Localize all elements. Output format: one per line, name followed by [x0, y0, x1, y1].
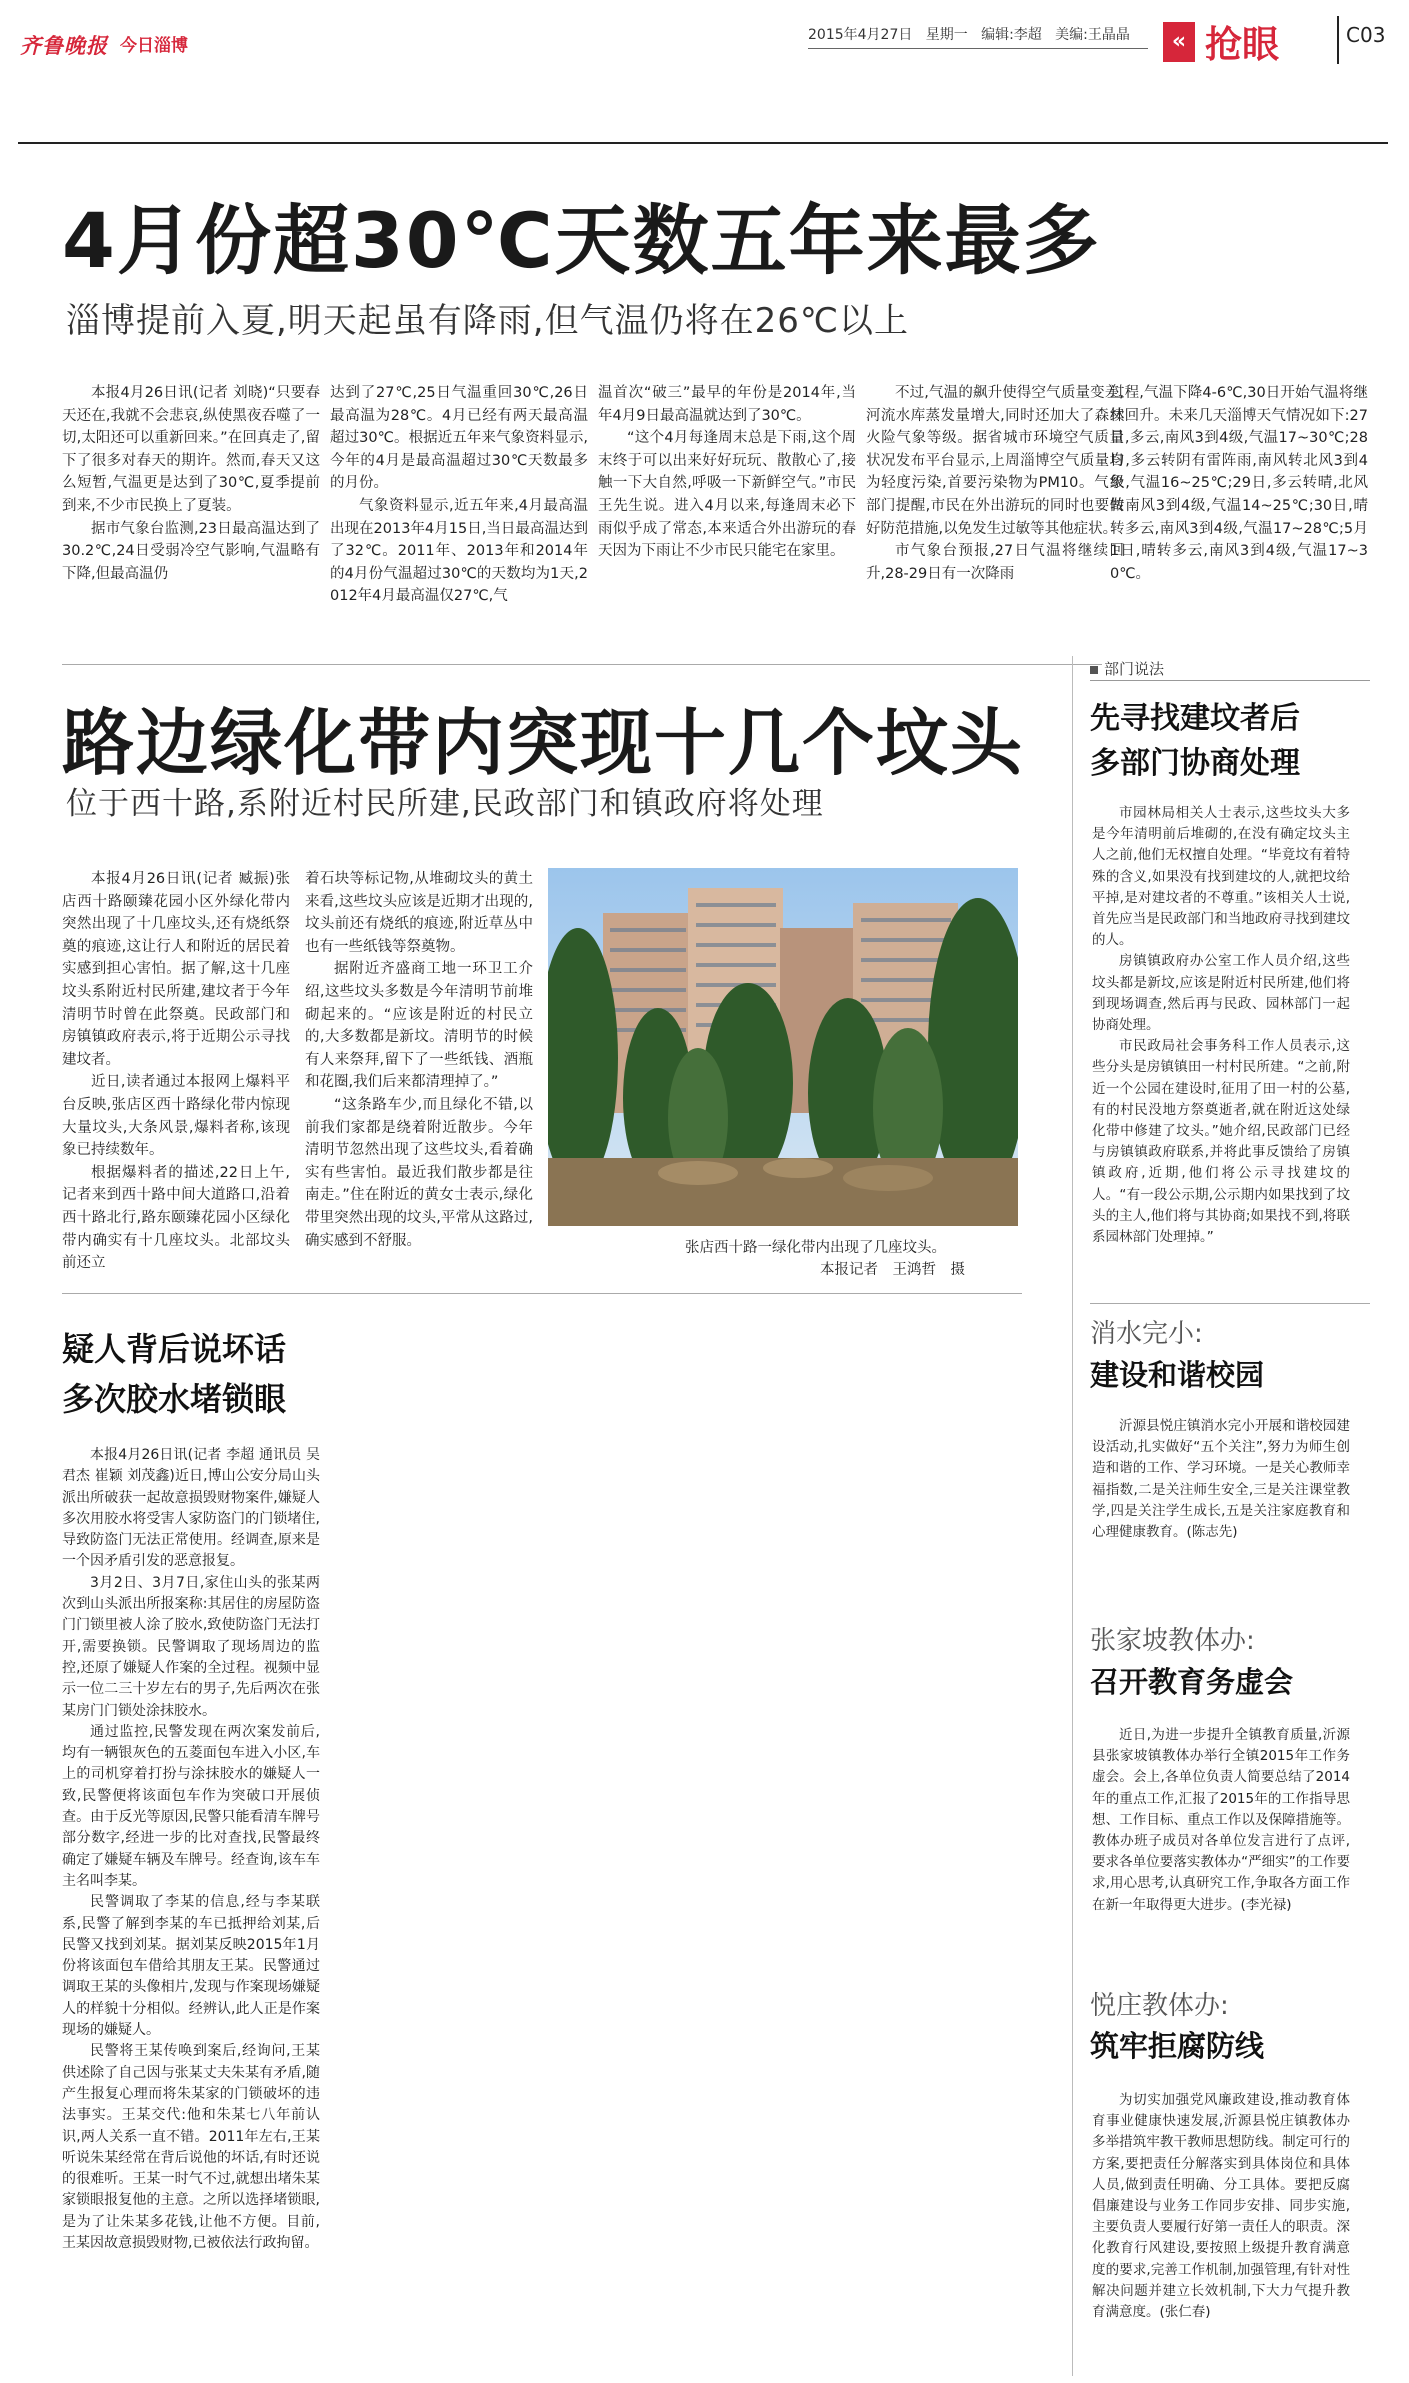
story2-paragraph: 据附近齐盛商工地一环卫工介绍,这些坟头多数是今年清明节前堆砌起来的。“应该是附近的村民立的,大多数都是新坟。清明节的时候有人来祭拜,留下了一些纸钱、酒瓶和花圈,我们后来都清理掉了。” [305, 961, 533, 1091]
sidebar3-byline: (李光禄) [1240, 1896, 1292, 1913]
story1-col-4 [866, 382, 1124, 657]
story3-paragraph: 民警将王某传唤到案后,经询问,王某供述除了自己因与张某丈夫朱某有矛盾,随产生报复心理而将朱某家的门锁破坏的违法事实。王某交代:他和朱某七八年前认识,两人关系一直不错。2011年左右,王某听说朱某经常在背后说他的坏话,有时还说的很难听。王某一时气不过,就想出堵朱某家锁眼报复他的主意。之所以选择堵锁眼,是为了让朱某多花钱,让他不方便。目前,王某因故意损毁财物,已被依法行政拘留。 [62, 2043, 320, 2251]
story1-paragraph: 气象资料显示,近五年来,4月最高温出现在2013年4月15日,当日最高温达到了32℃。2011年、2013年和2014年的4月份气温超过30℃的天数均为1天,2012年4月最高温仅27℃,气 [330, 497, 588, 605]
sidebar1-title-line1: 先寻找建坟者后 [1090, 701, 1300, 736]
masthead-info [808, 24, 1130, 44]
section-name: 抢眼 [1205, 23, 1279, 66]
double-chevron-icon: « [1171, 29, 1187, 54]
sidebar1-paragraph: 市园林局相关人士表示,这些坟头大多是今年清明前后堆砌的,在没有确定坟头主人之前,他们无权擅自处理。“毕竟坟有着特殊的含义,如果没有找到建坟的人,就把坟给平掉,是对建坟者的不尊重。”该相关人士说,首先应当是民政部门和当地政府寻找到建坟的人。 [1092, 805, 1350, 949]
sidebar3-text: 近日,为进一步提升全镇教育质量,沂源县张家坡镇教体办举行全镇2015年工作务虚会。会上,各单位负责人简要总结了2014年的重点工作,汇报了2015年的工作指导思想、工作目标、重点工作以及保障措施等。教体办班子成员对各单位发言进行了点评,要求各单位要落实教体办“严细实”的工作要求,用心思考,认真研究工作,争取各方面工作在新一年取得更大进步。 [1092, 1727, 1350, 1913]
story1-col-3 [598, 382, 856, 657]
story1-paragraph: 据市气象台监测,23日最高温达到了30.2℃,24日受弱冷空气影响,气温略有下降,但最高温仍 [62, 520, 320, 582]
sidebar3-body [1092, 1725, 1350, 1965]
sidebar3-title: 召开教育务虚会 [1090, 1665, 1294, 1699]
sidebar1-label-text: 部门说法 [1104, 660, 1165, 678]
story1-col-5 [1110, 382, 1368, 657]
story2-paragraph: 本报4月26日讯(记者 臧振)张店西十路颐臻花园小区外绿化带内突然出现了十几座坟头,还有烧纸祭奠的痕迹,这让行人和附近的居民着实感到担心害怕。据了解,这十几座坟头系附近村民所建,建坟者于今年清明节时曾在此祭奠。民政部门和房镇镇政府表示,将于近期公示寻找建坟者。 [62, 871, 290, 1068]
story2-paragraph: 根据爆料者的描述,22日上午,记者来到西十路中间大道路口,沿着西十路北行,路东颐臻花园小区绿化带内确实有十几座坟头。北部坟头前还立 [62, 1164, 290, 1272]
sidebar1-label [1090, 658, 1164, 679]
story1-paragraph: 本报4月26日讯(记者 刘晓)“只要春天还在,我就不会悲哀,纵使黑夜吞噬了一切,太阳还可以重新回来。”在回真走了,留下了很多对春天的期许。然而,春天又这么短暂,气温更是达到了30℃,夏季提前到来,不少市民换上了夏装。 [62, 385, 320, 514]
section-badge [1163, 22, 1195, 62]
story1-col-1 [62, 382, 320, 657]
story1-paragraph: 温首次“破三”最早的年份是2014年,当年4月9日最高温就达到了30℃。 [598, 385, 856, 424]
story2-col-2 [305, 868, 533, 1278]
story3-paragraph: 通过监控,民警发现在两次案发前后,均有一辆银灰色的五菱面包车进入小区,车上的司机穿着打扮与涂抹胶水的嫌疑人一致,民警便将该面包车作为突破口开展侦查。由于反光等原因,民警只能看清车牌号部分数字,经进一步的比对查找,民警最终确定了嫌疑车辆及车牌号。经查询,该车车主名叫李某。 [62, 1723, 320, 1889]
story3-paragraph: 本报4月26日讯(记者 李超 通讯员 吴君杰 崔颖 刘茂鑫)近日,博山公安分局山头派出所破获一起故意损毁财物案件,嫌疑人多次用胶水将受害人家防盗门的门锁堵住,导致防盗门无法正常使用。经调查,原来是一个因矛盾引发的恶意报复。 [62, 1447, 320, 1570]
sidebar2-paragraph [1092, 1416, 1350, 1543]
story2-col-1 [62, 868, 290, 1278]
square-bullet-icon [1090, 666, 1098, 674]
sidebar1-bottom-rule [1090, 1303, 1370, 1304]
story2-photo [548, 868, 1018, 1226]
editor-credit: 编辑:李超 [981, 27, 1042, 43]
sidebar4-label: 悦庄教体办: [1090, 1991, 1229, 2021]
story2-subhead: 位于西十路,系附近村民所建,民政部门和镇政府将处理 [66, 786, 824, 822]
story1-subhead: 淄博提前入夏,明天起虽有降雨,但气温仍将在26℃以上 [66, 301, 910, 341]
story3-headline-line1: 疑人背后说坏话 [62, 1330, 287, 1368]
story3-body [62, 1445, 320, 2365]
photo-credit: 本报记者 王鸿哲 摄 [820, 1262, 965, 1278]
sidebar4-byline: (张仁春) [1159, 2304, 1211, 2321]
page-number: C03 [1346, 23, 1386, 47]
sidebar1-paragraph: 市民政局社会事务科工作人员表示,这些分头是房镇镇田一村村民所建。“之前,附近一个公园在建设时,征用了田一村的公墓,有的村民没地方祭奠逝者,就在附近这处绿化带中修建了坟头。”她介绍,民政部门已经与房镇镇政府联系,并将此事反馈给了房镇镇政府,近期,他们将公示寻找建坟的人。“有一段公示期,公示期内如果找到了坟头的主人,他们将与其协商;如果找不到,将联系园林部门处理掉。” [1092, 1038, 1350, 1246]
issue-weekday: 星期一 [925, 27, 968, 43]
photo-illustration [548, 868, 1018, 1226]
edition-name: 今日淄博 [120, 36, 188, 56]
sidebar2-body [1092, 1416, 1350, 1606]
sidebar-vertical-rule [1072, 656, 1073, 2376]
masthead-divider [1337, 16, 1339, 64]
sidebar1-title-line2: 多部门协商处理 [1090, 746, 1300, 781]
masthead [0, 0, 1409, 80]
story2-headline: 路边绿化带内突现十几个坟头 [62, 701, 1025, 785]
designer-credit: 美编:王晶晶 [1055, 27, 1130, 43]
story3-headline-line2: 多次胶水堵锁眼 [62, 1380, 287, 1418]
top-rule [18, 142, 1388, 144]
sidebar4-text: 为切实加强党风廉政建设,推动教育体育事业健康快速发展,沂源县悦庄镇教体办多举措筑牢教干教师思想防线。制定可行的方案,要把责任分解落实到具体岗位和具体人员,做到责任明确、分工具体。要把反腐倡廉建设与业务工作同步安排、同步实施,主要负责人要履行好第一责任人的职责。深化教育行风建设,要按照上级提升教育满意度的要求,完善工作机制,加强管理,有针对性解决问题并建立长效机制,下大力气提升教育满意度。 [1092, 2092, 1350, 2321]
story3-paragraph: 3月2日、3月7日,家住山头的张某两次到山头派出所报案称:其居住的房屋防盗门门锁里被人涂了胶水,致使防盗门无法打开,需要换锁。民警调取了现场周边的监控,还原了嫌疑人作案的全过程。视频中显示一位二三十岁左右的男子,先后两次在张某房门门锁处涂抹胶水。 [62, 1574, 320, 1719]
newspaper-logo: 齐鲁晚报 [20, 33, 108, 58]
sidebar2-label: 消水完小: [1090, 1319, 1203, 1349]
story1-paragraph: 达到了27℃,25日气温重回30℃,26日最高温为28℃。4月已经有两天最高温超过30℃。根据近五年来气象资料显示,今年的4月是最高温超过30℃天数最多的月份。 [330, 385, 588, 492]
masthead-underline [808, 48, 1148, 49]
story2-bottom-rule [62, 1293, 1022, 1294]
story2-paragraph: 近日,读者通过本报网上爆料平台反映,张店区西十路绿化带内惊现大量坟头,大条风景,爆料者称,该现象已持续数年。 [62, 1074, 290, 1159]
sidebar1-label-rule [1090, 680, 1370, 681]
sidebar4-body [1092, 2090, 1350, 2375]
sidebar3-paragraph [1092, 1725, 1350, 1916]
sidebar3-label: 张家坡教体办: [1090, 1626, 1255, 1656]
sidebar1-body [1092, 803, 1350, 1313]
photo-caption: 张店西十路一绿化带内出现了几座坟头。 [685, 1240, 946, 1256]
story2-paragraph: “这条路车少,而且绿化不错,以前我们家都是绕着附近散步。今年清明节忽然出现了这些坟头,看着确实有些害怕。最近我们散步都是往南走。”住在附近的黄女士表示,绿化带里突然出现的坟头,平常从这路过,确实感到不舒服。 [305, 1096, 533, 1249]
story1-col-2 [330, 382, 588, 657]
sidebar2-byline: (陈志先) [1186, 1524, 1238, 1541]
story1-paragraph: “这个4月每逢周末总是下雨,这个周末终于可以出来好好玩玩、散散心了,接触一下大自然,呼吸一下新鲜空气。”市民王先生说。进入4月以来,每逢周末必下雨似乎成了常态,本来适合外出游玩的春天因为下雨让不少市民只能宅在家里。 [598, 430, 856, 560]
sidebar1-paragraph: 房镇镇政府办公室工作人员介绍,这些坟头都是新坟,应该是附近村民所建,他们将到现场调查,然后再与民政、园林部门一起协商处理。 [1092, 953, 1350, 1034]
story1-paragraph: 市气象台预报,27日气温将继续回升,28-29日有一次降雨 [866, 543, 1124, 582]
story2-paragraph: 着石块等标记物,从堆砌坟头的黄土来看,这些坟头应该是近期才出现的,坟头前还有烧纸的痕迹,附近草丛中也有一些纸钱等祭奠物。 [305, 871, 533, 955]
issue-date: 2015年4月27日 [808, 27, 913, 43]
story1-paragraph: 过程,气温下降4-6℃,30日开始气温将继续回升。未来几天淄博天气情况如下:27日,多云,南风3到4级,气温17~30℃;28日,多云转阴有雷阵雨,南风转北风3到4级,气温16~25℃;29日,多云转晴,北风转南风3到4级,气温14~25℃;30日,晴转多云,南风3到4级,气温17~28℃;5月1日,晴转多云,南风3到4级,气温17~30℃。 [1110, 385, 1368, 582]
sidebar4-title: 筑牢拒腐防线 [1090, 2029, 1265, 2063]
story3-paragraph: 民警调取了李某的信息,经与李某联系,民警了解到李某的车已抵押给刘某,后民警又找到刘某。据刘某反映2015年1月份将该面包车借给其朋友王某。民警通过调取王某的头像相片,发现与作案现场嫌疑人的样貌十分相似。经辨认,此人正是作案现场的嫌疑人。 [62, 1894, 320, 2039]
story1-paragraph: 不过,气温的飙升使得空气质量变差,河流水库蒸发量增大,同时还加大了森林火险气象等级。据省城市环境空气质量状况发布平台显示,上周淄博空气质量均为轻度污染,首要污染物为PM10。气象部门提醒,市民在外出游玩的同时也要做好防范措施,以免发生过敏等其他症状。 [866, 385, 1124, 537]
story1-bottom-rule [62, 664, 1102, 665]
story1-headline: 4月份超30℃天数五年来最多 [62, 196, 1101, 285]
sidebar4-paragraph [1092, 2090, 1350, 2323]
sidebar2-text: 沂源县悦庄镇消水完小开展和谐校园建设活动,扎实做好“五个关注”,努力为师生创造和谐的工作、学习环境。一是关心教师幸福指数,二是关注师生安全,三是关注课堂教学,四是关注学生成长,五是关注家庭教育和心理健康教育。 [1092, 1418, 1350, 1541]
sidebar2-title: 建设和谐校园 [1090, 1358, 1265, 1392]
